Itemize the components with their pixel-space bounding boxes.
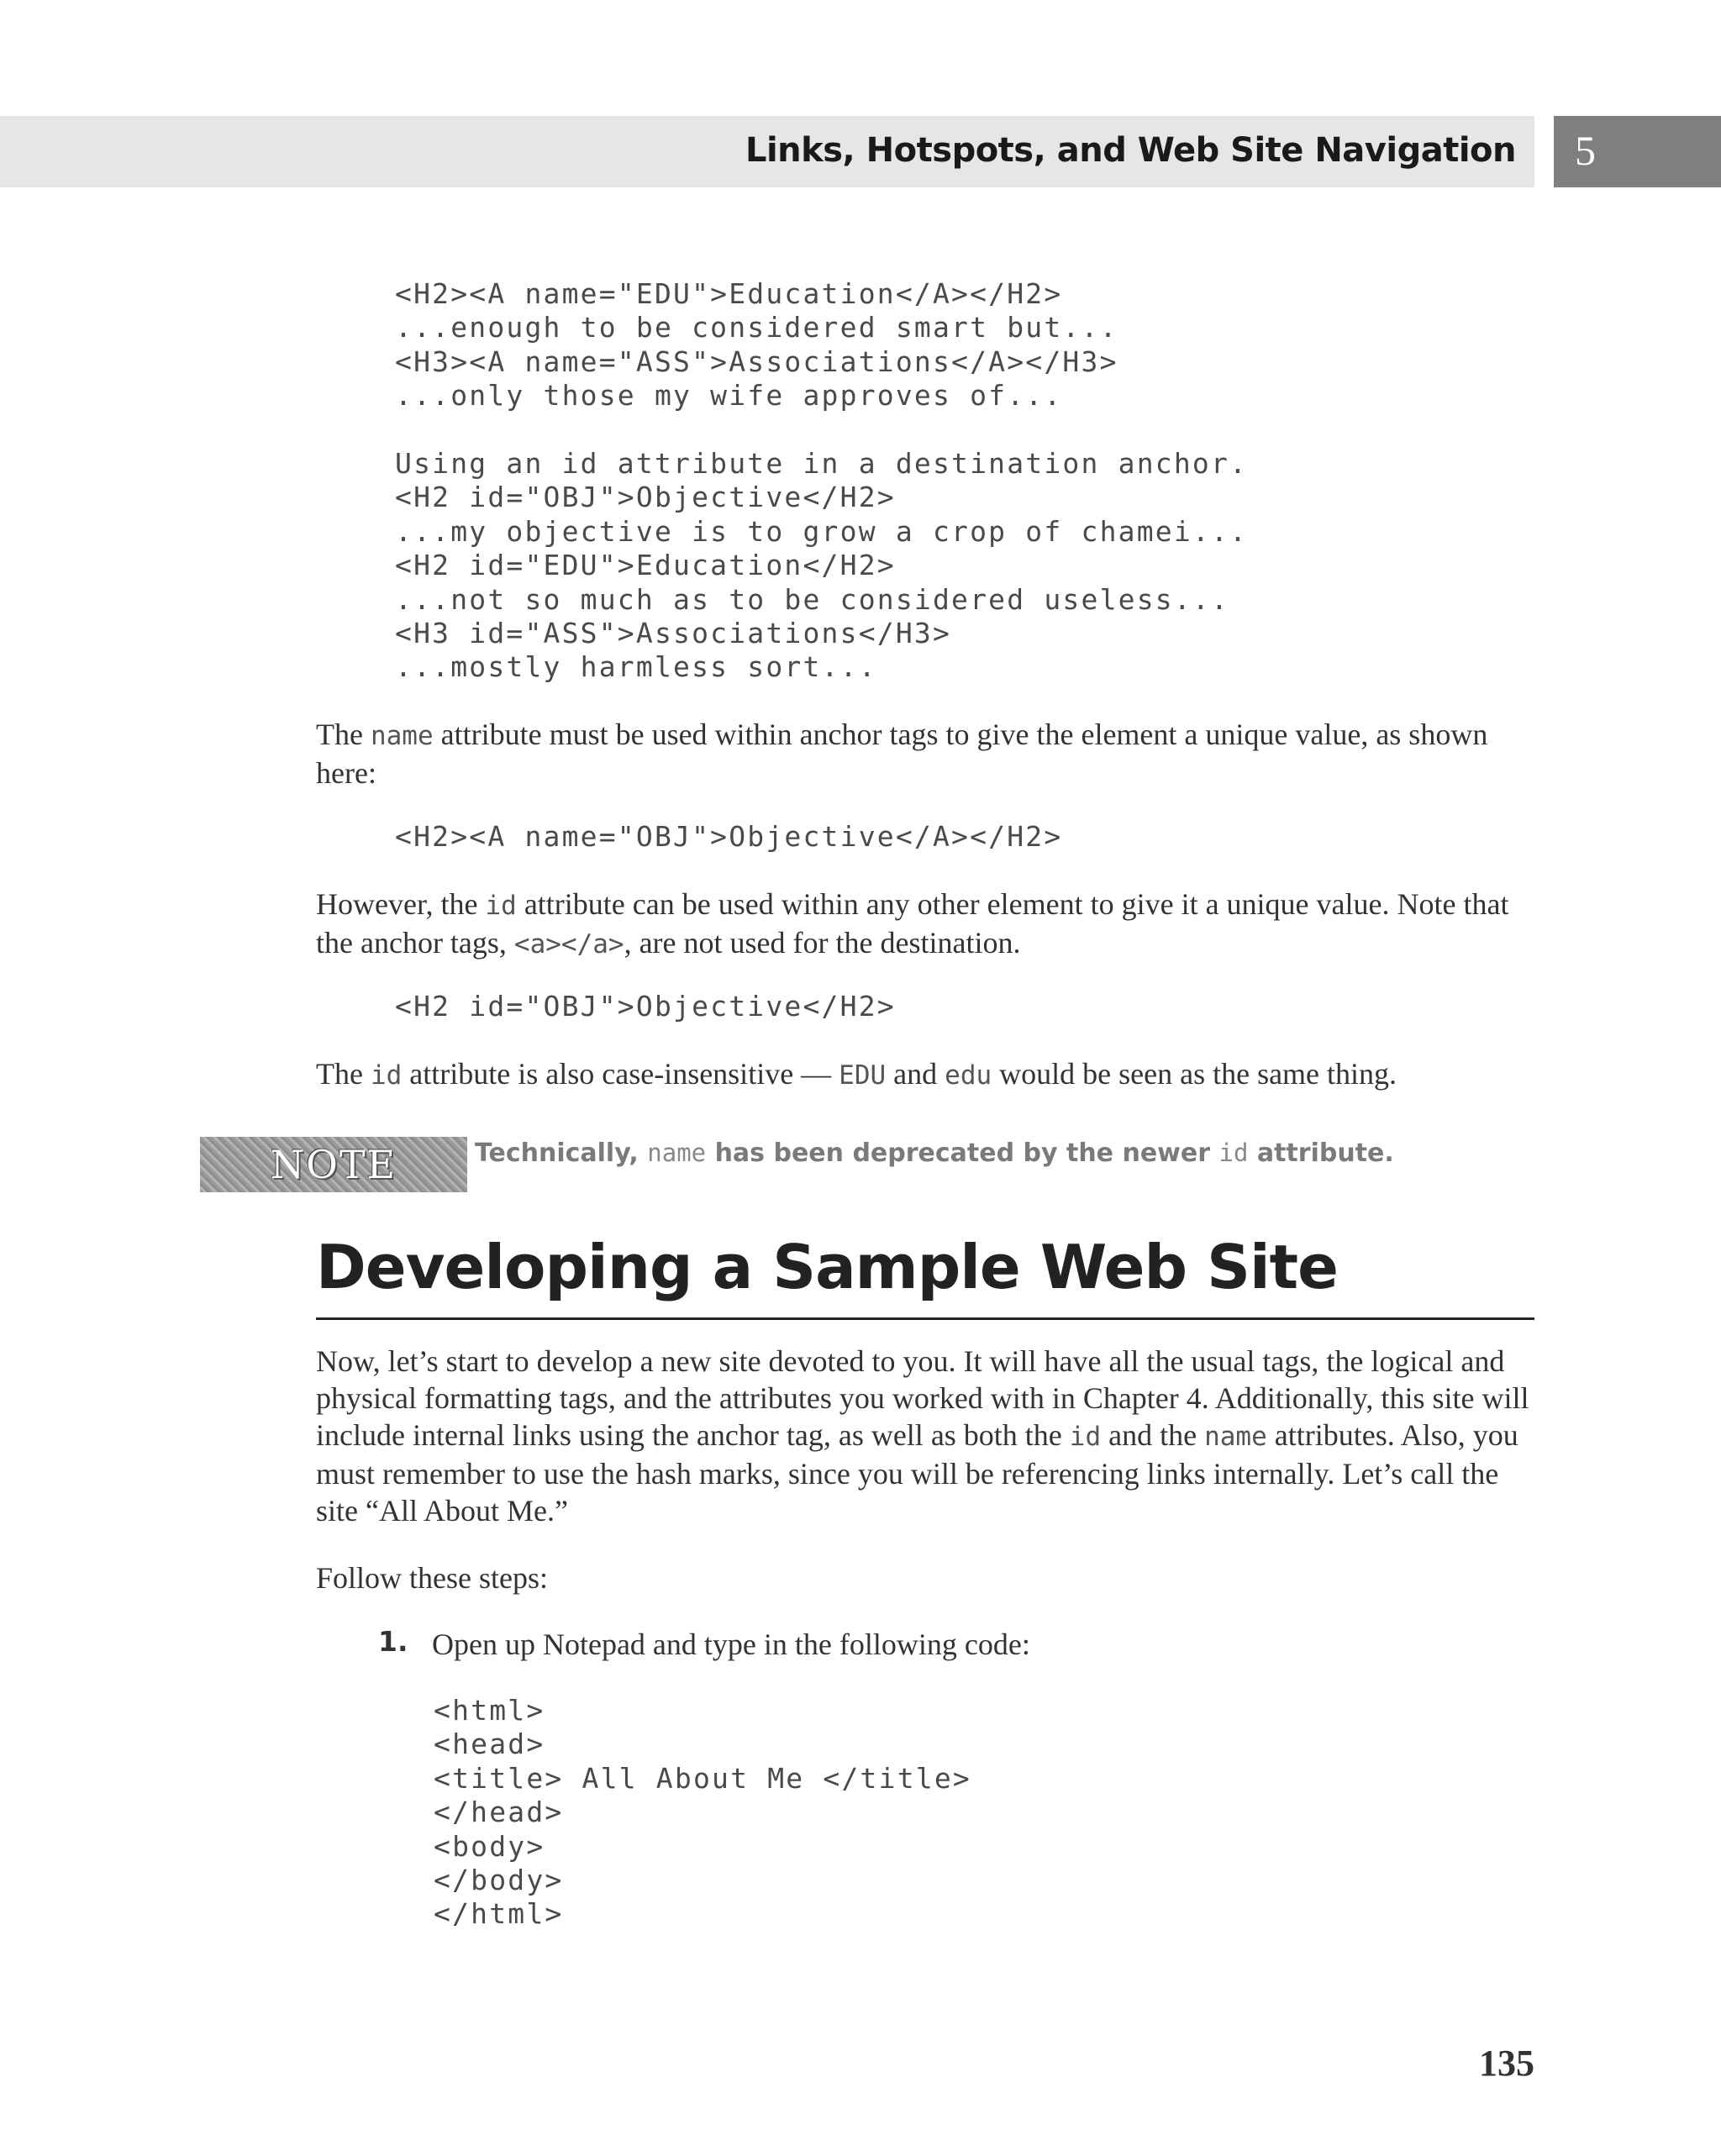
code-example-id — [395, 990, 896, 1023]
code-block-anchors — [395, 277, 1248, 685]
inline-code: edu — [945, 1060, 992, 1091]
code-line: <head> — [434, 1727, 545, 1761]
code-example-name — [395, 820, 1062, 854]
inline-code: name — [370, 721, 434, 751]
inline-code: name — [1204, 1422, 1267, 1452]
code-line — [395, 413, 1248, 447]
running-header-title: Links, Hotspots, and Web Site Navigation — [745, 131, 1516, 170]
note-badge — [200, 1137, 467, 1192]
step-number: 1. — [378, 1625, 408, 1658]
code-line: <title> All About Me </title> — [434, 1761, 971, 1795]
code-line: <H2 id="EDU">Education</H2> — [395, 549, 896, 582]
paragraph-name-attribute: The name attribute must be used within anchor tags to give the element a unique value, as shown here: — [316, 718, 1488, 790]
paragraph-id-attribute: However, the id attribute can be used within any other element to give it a unique value. Note that the anchor tags, <a></a>, are not used for the destination. — [316, 887, 1509, 960]
inline-code: id — [1218, 1138, 1249, 1167]
code-line: ...enough to be considered smart but... — [395, 311, 1118, 344]
section-heading-rule — [316, 1317, 1534, 1320]
code-line: <body> — [434, 1829, 545, 1863]
code-line: <H2><A name="EDU">Education</A></H2> — [395, 277, 1063, 310]
code-line: </body> — [434, 1863, 564, 1896]
step-text: Open up Notepad and type in the following code: — [432, 1628, 1030, 1661]
section-heading: Developing a Sample Web Site — [316, 1232, 1338, 1302]
code-line: ...my objective is to grow a crop of chamei... — [395, 514, 1249, 548]
code-line: <H2><A name="OBJ">Objective</A></H2> — [395, 820, 1063, 853]
inline-code: id — [1069, 1422, 1102, 1452]
code-line: <html> — [434, 1694, 545, 1727]
code-block-html-skeleton — [434, 1694, 971, 1932]
inline-code: name — [647, 1138, 707, 1167]
code-line: </html> — [434, 1897, 564, 1931]
inline-code: EDU — [839, 1060, 887, 1091]
inline-code: id — [485, 891, 517, 921]
code-line: ...only those my wife approves of... — [395, 379, 1063, 413]
note-badge-label: NOTE — [270, 1142, 397, 1187]
code-line: <H2 id="OBJ">Objective</H2> — [395, 481, 896, 514]
code-line: Using an id attribute in a destination anchor. — [395, 446, 1249, 480]
page-number: 135 — [1479, 2043, 1534, 2084]
code-line: <H2 id="OBJ">Objective</H2> — [395, 990, 896, 1023]
code-line: ...not so much as to be considered useless... — [395, 582, 1230, 616]
paragraph-intro: Now, let’s start to develop a new site devoted to you. It will have all the usual tags, the logical and physical formatting tags, and the attributes you worked with in Chapter 4. Additionally, this site will include internal links using the anchor tag, as well as both the id and the name attributes. Also, you must remember to use the hash marks, since you will be referencing links internally. Let’s call the site “All About Me.” — [316, 1344, 1529, 1528]
inline-code: id — [370, 1060, 403, 1091]
paragraph-follow-steps: Follow these steps: — [316, 1561, 548, 1595]
note-text: Technically, name has been deprecated by the newer id attribute. — [475, 1138, 1394, 1168]
code-line: <H3><A name="ASS">Associations</A></H3> — [395, 344, 1118, 378]
code-line: </head> — [434, 1796, 564, 1829]
chapter-number: 5 — [1575, 127, 1596, 174]
inline-code: <a></a> — [513, 929, 624, 960]
paragraph-case-insensitive: The id attribute is also case-insensitive — EDU and edu would be seen as the same thing. — [316, 1057, 1397, 1091]
code-line: ...mostly harmless sort... — [395, 650, 877, 684]
code-line: <H3 id="ASS">Associations</H3> — [395, 616, 952, 649]
